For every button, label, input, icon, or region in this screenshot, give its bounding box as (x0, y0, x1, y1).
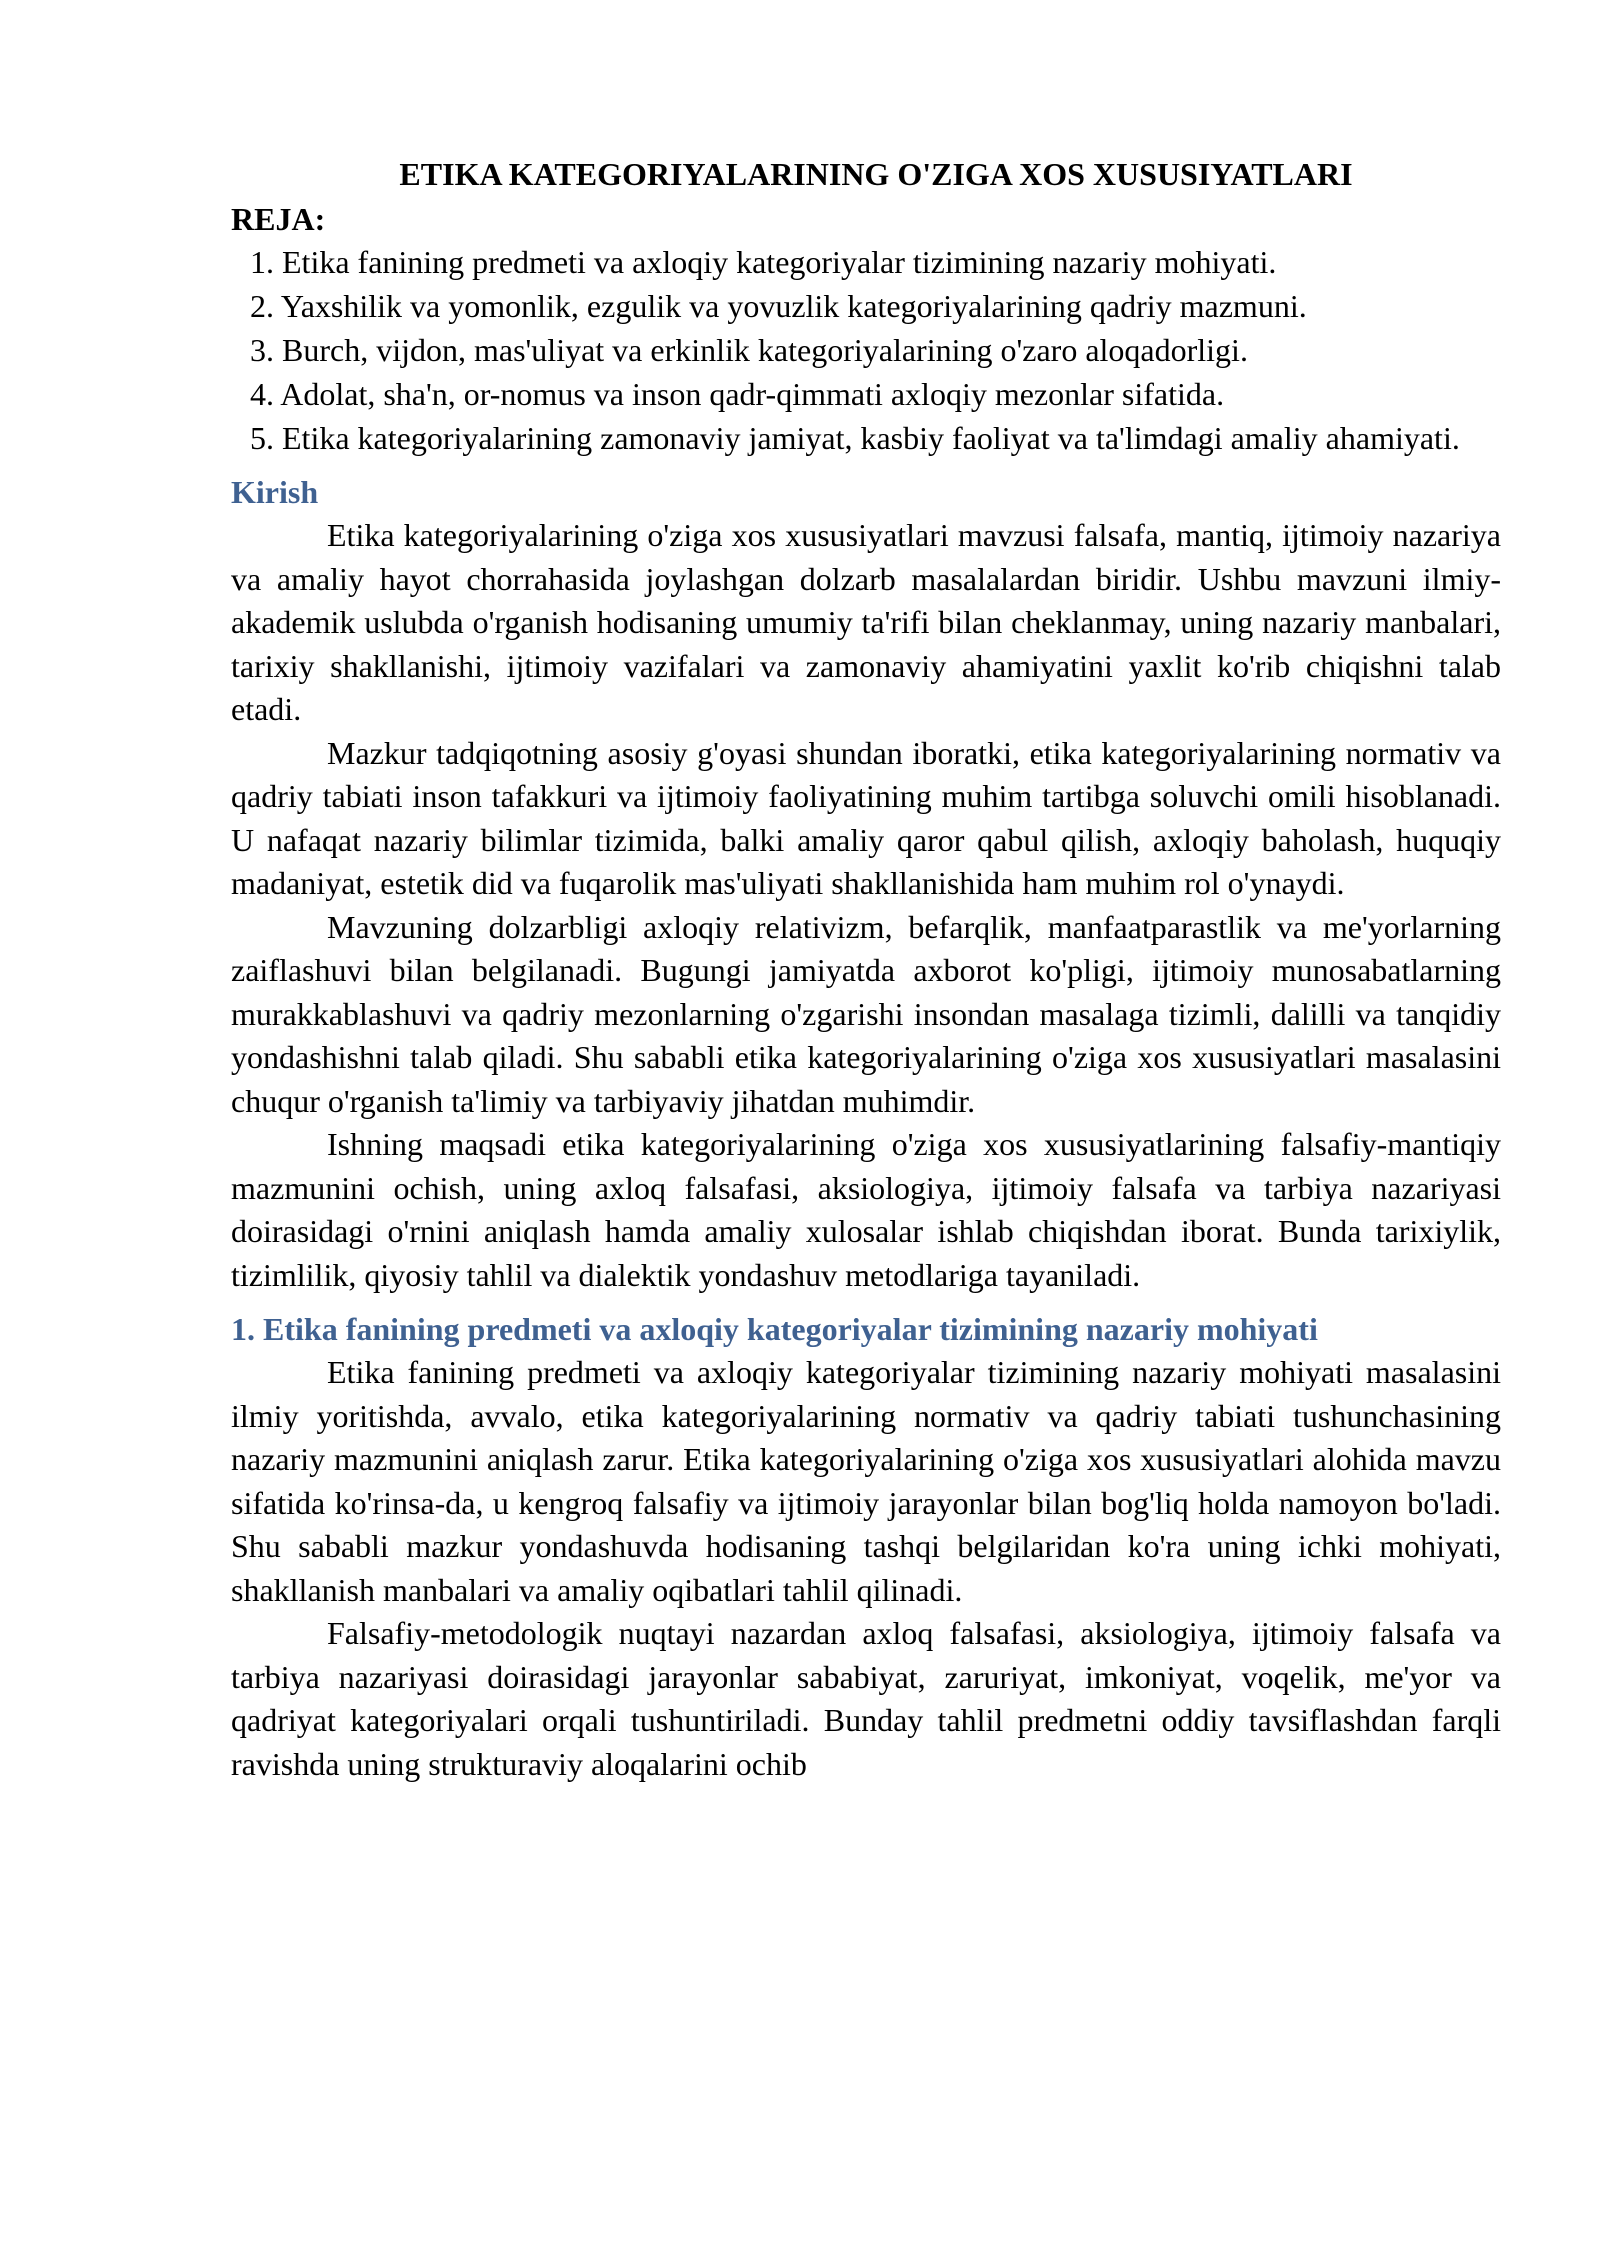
paragraph: Etika kategoriyalarining o'ziga xos xususiyatlari mavzusi falsafa, mantiq, ijtimoiy nazariya va amaliy hayot chorrahasida joylashgan dolzarb masalalardan biridir. Ushbu mavzuni ilmiy-akademik uslubda o'rganish hodisaning umumiy ta'rifi bilan cheklanmay, uning nazariy manbalari, tarixiy shakllanishi, ijtimoiy vazifalari va zamonaviy ahamiyatini yaxlit ko'rib chiqishni talab etadi. (231, 517, 1501, 727)
plan-item: 5. Etika kategoriyalarining zamonaviy jamiyat, kasbiy faoliyat va ta'limdagi amaliy ahamiyati. (250, 420, 1460, 456)
plan-item: 1. Etika fanining predmeti va axloqiy kategoriyalar tizimining nazariy mohiyati. (250, 244, 1277, 280)
paragraph: Falsafiy-metodologik nuqtayi nazardan axloq falsafasi, aksiologiya, ijtimoiy falsafa va tarbiya nazariyasi doirasidagi jarayonlar sababiyat, zaruriyat, imkoniyat, voqelik, me'yor va qadriyat kategoriyalari orqali tushuntiriladi. Bunday tahlil predmetni oddiy tavsiflashdan farqli ravishda uning strukturaviy aloqalarini ochib (231, 1615, 1501, 1782)
section-heading-1: 1. Etika fanining predmeti va axloqiy kategoriyalar tizimining nazariy mohiyati (231, 1311, 1318, 1347)
document-title: ETIKA KATEGORIYALARINING O'ZIGA XOS XUSUSIYATLARI (399, 156, 1353, 192)
plan-item: 2. Yaxshilik va yomonlik, ezgulik va yovuzlik kategoriyalarining qadriy mazmuni. (250, 288, 1307, 324)
document-body (231, 152, 1501, 1786)
section-heading-intro: Kirish (231, 474, 319, 510)
paragraph: Ishning maqsadi etika kategoriyalarining o'ziga xos xususiyatlarining falsafiy-mantiqiy mazmunini ochish, uning axloq falsafasi, aksiologiya, ijtimoiy falsafa va tarbiya nazariyasi doirasidagi o'rnini aniqlash hamda amaliy xulosalar ishlab chiqishdan iborat. Bunda tarixiylik, tizimlilik, qiyosiy tahlil va dialektik yondashuv metodlariga tayaniladi. (231, 1126, 1501, 1293)
paragraph: Mazkur tadqiqotning asosiy g'oyasi shundan iboratki, etika kategoriyalarining normativ va qadriy tabiati inson tafakkuri va ijtimoiy faoliyatining muhim tartibga soluvchi omili hisoblanadi. U nafaqat nazariy bilimlar tizimida, balki amaliy qaror qabul qilish, axloqiy baholash, huquqiy madaniyat, estetik did va fuqarolik mas'uliyati shakllanishida ham muhim rol o'ynaydi. (231, 734, 1501, 901)
paragraph: Etika fanining predmeti va axloqiy kategoriyalar tizimining nazariy mohiyati masalasini ilmiy yoritishda, avvalo, etika kategoriyalarining normativ va qadriy tabiati tushunchasining nazariy mazmunini aniqlash zarur. Etika kategoriyalarining o'ziga xos xususiyatlari alohida mavzu sifatida ko'rinsa-da, u kengroq falsafiy va ijtimoiy jarayonlar bilan bog'liq holda namoyon bo'ladi. Shu sababli mazkur yondashuvda hodisaning tashqi belgilaridan ko'ra uning ichki mohiyati, shakllanish manbalari va amaliy oqibatlari tahlil qilinadi. (231, 1354, 1501, 1608)
plan-label: REJA: (231, 201, 326, 237)
plan-list (231, 240, 1501, 460)
paragraph: Mavzuning dolzarbligi axloqiy relativizm, befarqlik, manfaatparastlik va me'yorlarning zaiflashuvi bilan belgilanadi. Bugungi jamiyatda axborot ko'pligi, ijtimoiy munosabatlarning murakkablashuvi va qadriy mezonlarning o'zgarishi insondan masalaga tizimli, dalilli va tanqidiy yondashishni talab qiladi. Shu sababli etika kategoriyalarining o'ziga xos xususiyatlari masalasini chuqur o'rganish ta'limiy va tarbiyaviy jihatdan muhimdir. (231, 908, 1501, 1119)
plan-item: 3. Burch, vijdon, mas'uliyat va erkinlik kategoriyalarining o'zaro aloqadorligi. (250, 332, 1248, 368)
plan-item: 4. Adolat, sha'n, or-nomus va inson qadr-qimmati axloqiy mezonlar sifatida. (250, 376, 1225, 412)
